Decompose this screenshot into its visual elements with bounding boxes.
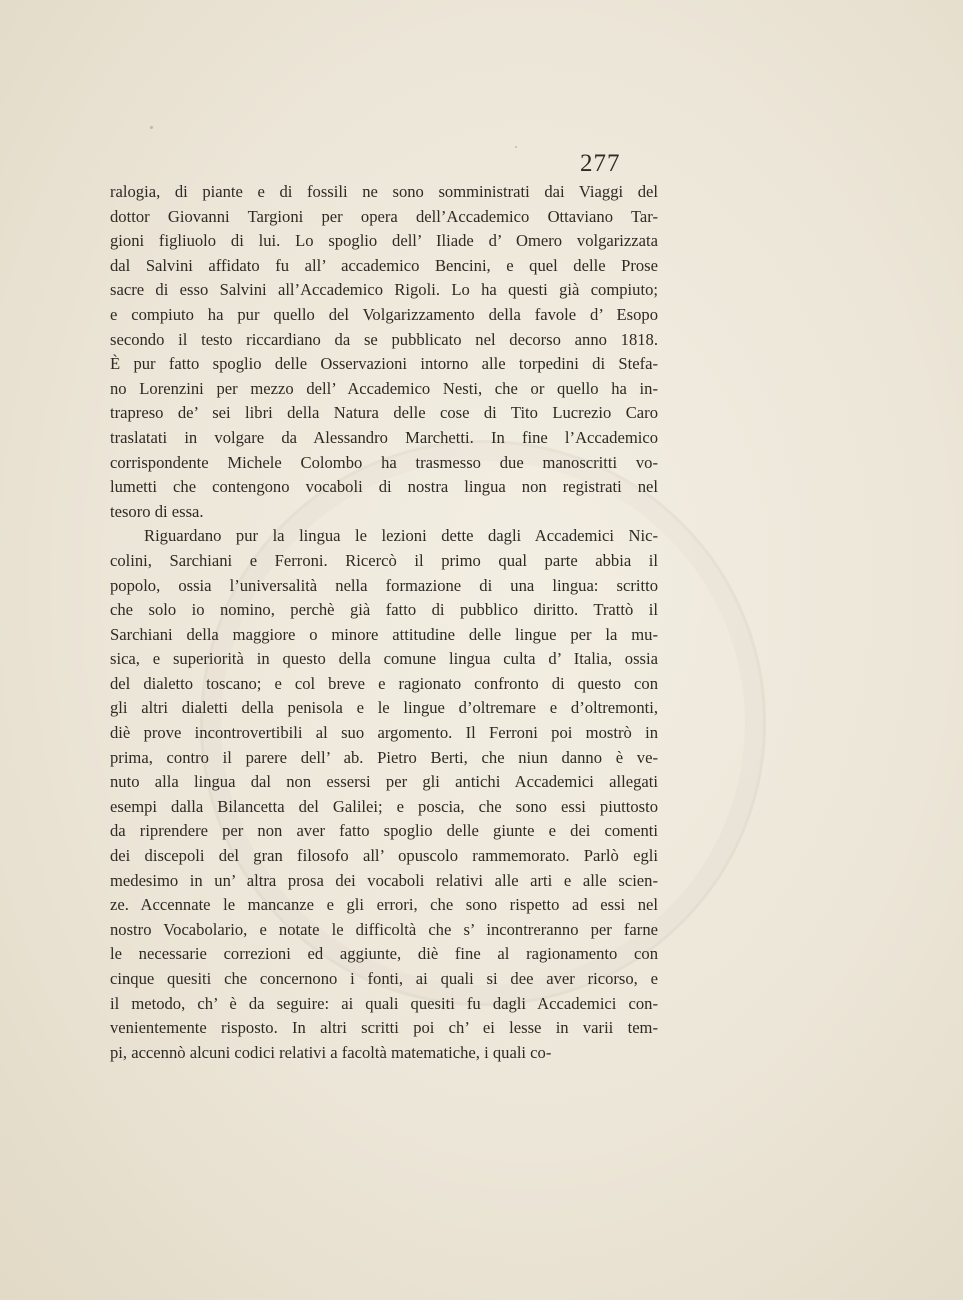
text-line: secondo il testo riccardiano da se pubblicato nel decorso anno 1818.	[110, 329, 658, 349]
text-line: nuto alla lingua dal non essersi per gli antichi Accademici allegati	[110, 772, 658, 792]
text-line: le necessarie correzioni ed aggiunte, diè fine al ragionamento con	[110, 944, 658, 964]
text-line: lumetti che contengono vocaboli di nostra lingua non registrati nel	[110, 477, 658, 497]
paper-fleck	[515, 146, 517, 148]
text-line: ze. Accennate le mancanze e gli errori, che sono rispetto ad essi nel	[110, 895, 658, 915]
text-line: da riprendere per non aver fatto spoglio delle giunte e dei comenti	[110, 821, 658, 841]
text-line: cinque quesiti che concernono i fonti, ai quali si dee aver ricorso, e	[110, 969, 658, 988]
text-line: popolo, ossia l’universalità nella formazione di una lingua: scritto	[110, 575, 658, 595]
paper-fleck	[150, 126, 153, 129]
text-line: corrispondente Michele Colombo ha trasmesso due manoscritti vo-	[110, 452, 658, 472]
text-line: no Lorenzini per mezzo dell’ Accademico Nesti, che or quello ha in-	[110, 378, 658, 398]
text-line: colini, Sarchiani e Ferroni. Ricercò il primo qual parte abbia il	[110, 550, 658, 570]
page-number: 277	[580, 150, 621, 177]
text-line: gioni figliuolo di lui. Lo spoglio dell’ Iliade d’ Omero volgarizzata	[110, 231, 658, 251]
text-line: ralogia, di piante e di fossili ne sono somministrati dai Viaggi del	[110, 182, 658, 201]
text-line: prima, contro il parere dell’ ab. Pietro Berti, che niun danno è ve-	[110, 747, 658, 767]
text-line: dal Salvini affidato fu all’ accademico Bencini, e quel delle Prose	[110, 255, 658, 275]
text-line: traslatati in volgare da Alessandro Marchetti. In fine l’Accademico	[110, 427, 658, 447]
text-line: dei discepoli del gran filosofo all’ opuscolo rammemorato. Parlò egli	[110, 846, 658, 866]
text-line: pi, accennò alcuni codici relativi a facoltà matematiche, i quali co-	[110, 1042, 552, 1062]
text-line: che solo io nomino, perchè già fatto di pubblico diritto. Trattò il	[110, 600, 658, 620]
text-line: gli altri dialetti della penisola e le lingue d’oltremare e d’oltremonti,	[110, 698, 658, 718]
text-line: venientemente risposto. In altri scritti poi ch’ ei lesse in varii tem-	[110, 1018, 658, 1038]
text-line: Sarchiani della maggiore o minore attitudine delle lingue per la mu-	[110, 624, 658, 644]
paragraph	[110, 524, 658, 1065]
body-text	[110, 180, 658, 1065]
text-line: tesoro di essa.	[110, 501, 204, 521]
text-line: il metodo, ch’ è da seguire: ai quali quesiti fu dagli Accademici con-	[110, 993, 658, 1013]
text-line: È pur fatto spoglio delle Osservazioni intorno alle torpedini di Stefa-	[110, 354, 658, 374]
text-line: del dialetto toscano; e col breve e ragionato confronto di questo con	[110, 673, 658, 693]
text-line: sica, e superiorità in questo della comune lingua culta d’ Italia, ossia	[110, 649, 658, 669]
text-line: medesimo in un’ altra prosa dei vocaboli relativi alle arti e alle scien-	[110, 870, 658, 890]
text-line: Riguardano pur la lingua le lezioni dette dagli Accademici Nic-	[144, 526, 658, 546]
text-line: nostro Vocabolario, e notate le difficoltà che s’ incontreranno per farne	[110, 919, 658, 939]
text-line: diè prove incontrovertibili al suo argomento. Il Ferroni poi mostrò in	[110, 723, 658, 743]
text-line: esempi dalla Bilancetta del Galilei; e poscia, che sono essi piuttosto	[110, 796, 658, 816]
text-line: trapreso de’ sei libri della Natura delle cose di Tito Lucrezio Caro	[110, 403, 658, 423]
text-line: sacre di esso Salvini all’Accademico Rigoli. Lo ha questi già compiuto;	[110, 280, 658, 300]
paragraph	[110, 180, 658, 524]
text-line: e compiuto ha pur quello del Volgarizzamento della favole d’ Esopo	[110, 304, 658, 324]
text-line: dottor Giovanni Targioni per opera dell’Accademico Ottaviano Tar-	[110, 206, 658, 226]
